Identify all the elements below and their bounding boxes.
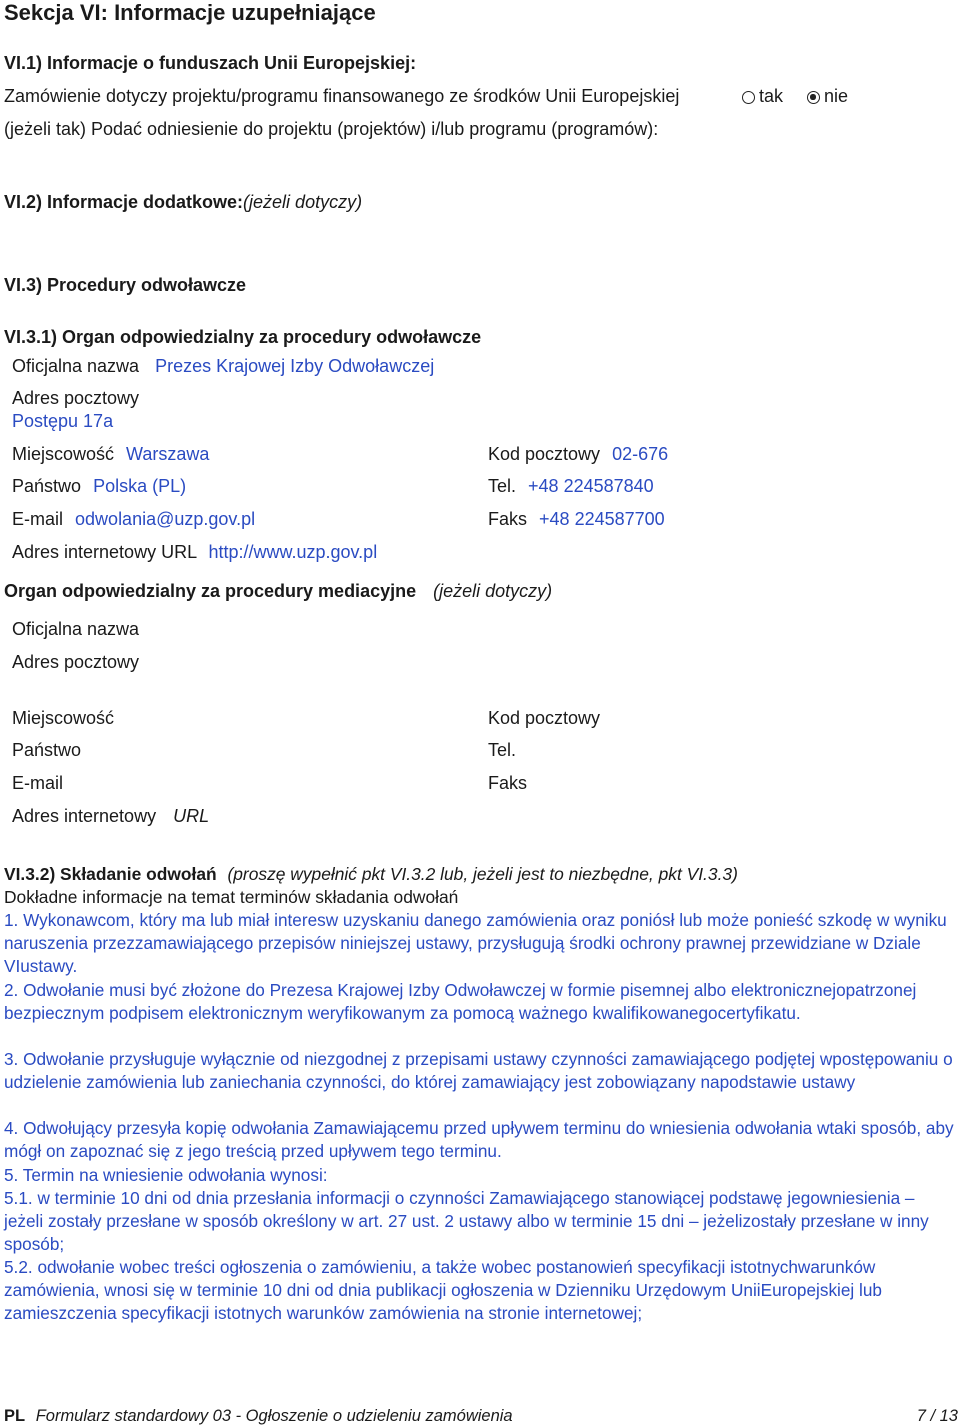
mediation-postal-label: Kod pocztowy: [488, 708, 601, 728]
vi1-heading: VI.1) Informacje o funduszach Unii Europejskiej:: [4, 53, 417, 73]
vi31-country-row: [12, 476, 186, 497]
footer-form: Formularz standardowy 03 - Ogłoszenie o udzieleniu zamówienia: [35, 1407, 513, 1425]
vi31-address-value: Postępu 17a: [12, 411, 114, 431]
mediation-heading-row: [4, 581, 552, 602]
vi31-name-label: Oficjalna nazwa: [12, 356, 140, 376]
vi31-url-value[interactable]: http://www.uzp.gov.pl: [208, 542, 378, 562]
vi31-address-label: Adres pocztowy: [12, 388, 140, 408]
vi32-paragraph-2: 2. Odwołanie musi być złożone do Prezesa Krajowej Izby Odwoławczej w formie pisemnej albo elektronicznejopatrzonej bezpiecznym podpisem elektronicznym weryfikowanym za pomocą ważnego kwalifikowanegocertyfikatu.: [4, 980, 917, 1024]
vi32-paragraph-5-2: 5.2. odwołanie wobec treści ogłoszenia o zamówieniu, a także wobec postanowień specyfikacji istotnychwarunków zamówienia, wnosi się w terminie 10 dni od dnia publikacji ogłoszenia w Dzienniku Urzędowym UniiEuropejskiej lub zamieszczenia specyfikacji istotnych warunków zamówienia na stronie internetowej;: [4, 1257, 882, 1324]
vi32-paragraph-1: 1. Wykonawcom, który ma lub miał interesw uzyskaniu danego zamówienia oraz poniósł lub może ponieść szkodę w wyniku naruszenia przezzamawiającego przepisów niniejszej ustawy, przysługują środki ochrony prawnej przewidziane w Dziale VIustawy.: [4, 910, 947, 977]
vi31-name-value: Prezes Krajowej Izby Odwoławczej: [155, 356, 435, 376]
mediation-name-label: Oficjalna nazwa: [12, 619, 140, 639]
vi31-country-value: Polska (PL): [93, 476, 187, 496]
vi2-heading: VI.2) Informacje dodatkowe:: [4, 192, 244, 212]
vi32-heading: VI.3.2) Składanie odwołań: [4, 864, 217, 884]
footer-page-number: 7 / 13: [916, 1407, 958, 1425]
vi31-tel-value: +48 224587840: [528, 476, 654, 496]
radio-no-label: nie: [824, 86, 849, 106]
vi31-email-label: E-mail: [12, 509, 64, 529]
mediation-url-suffix: URL: [173, 806, 210, 826]
vi31-tel-row: [488, 476, 654, 497]
radio-no[interactable]: [807, 91, 820, 104]
mediation-tel-label: Tel.: [488, 740, 517, 760]
vi31-postal-value: 02-676: [612, 444, 669, 464]
vi32-subheading: Dokładne informacje na temat terminów składania odwołań: [4, 887, 459, 907]
mediation-fax-label: Faks: [488, 773, 528, 793]
vi32-heading-row: [4, 864, 738, 885]
vi31-postal-label: Kod pocztowy: [488, 444, 601, 464]
vi2-line: [4, 192, 362, 213]
vi3-heading: VI.3) Procedury odwoławcze: [4, 275, 247, 295]
vi32-paragraph-4: 4. Odwołujący przesyła kopię odwołania Zamawiającemu przed upływem terminu do wniesienia odwołania wtaki sposób, aby mógł on zapoznać się z jego treścią przed upływem tego terminu.: [4, 1118, 954, 1162]
vi31-email-row: [12, 509, 255, 530]
vi32-paragraph-5-1: 5.1. w terminie 10 dni od dnia przesłania informacji o czynności Zamawiającego stanowiącej podstawę jegowniesienia – jeżeli zostały przesłane w sposób określony w art. 27 ust. 2 ustawy albo w terminie 15 dni – jeżelizostały przesłane w inny sposób;: [4, 1188, 929, 1255]
vi31-heading: VI.3.1) Organ odpowiedzialny za procedury odwoławcze: [4, 327, 482, 347]
vi1-reference: (jeżeli tak) Podać odniesienie do projektu (projektów) i/lub programu (programów):: [4, 119, 659, 139]
vi31-fax-label: Faks: [488, 509, 528, 529]
vi31-city-value: Warszawa: [126, 444, 210, 464]
page-footer: [4, 1407, 958, 1426]
section-title: Sekcja VI: Informacje uzupełniające: [4, 0, 376, 25]
vi31-country-label: Państwo: [12, 476, 82, 496]
vi31-fax-row: [488, 509, 665, 530]
vi32-paragraph-5: 5. Termin na wniesienie odwołania wynosi:: [4, 1165, 328, 1185]
mediation-address-label: Adres pocztowy: [12, 652, 140, 672]
vi31-url-label: Adres internetowy URL: [12, 542, 197, 562]
footer-lang: PL: [4, 1407, 26, 1425]
vi31-email-value[interactable]: odwolania@uzp.gov.pl: [75, 509, 256, 529]
vi1-question: Zamówienie dotyczy projektu/programu finansowanego ze środków Unii Europejskiej: [4, 86, 680, 106]
vi31-tel-label: Tel.: [488, 476, 517, 496]
mediation-url-row: [12, 806, 209, 827]
radio-yes-label: tak: [759, 86, 784, 106]
vi31-city-row: [12, 444, 209, 465]
eu-funds-radio-group: [742, 86, 848, 107]
vi31-url-row: [12, 542, 377, 563]
radio-yes[interactable]: [742, 91, 755, 104]
mediation-heading: Organ odpowiedzialny za procedury mediacyjne: [4, 581, 417, 601]
vi32-paragraph-3: 3. Odwołanie przysługuje wyłącznie od niezgodnej z przepisami ustawy czynności zamawiającego podjętej wpostępowaniu o udzielenie zamówienia lub zaniechania czynności, do której zamawiający jest zobowiązany napodstawie ustawy: [4, 1049, 953, 1093]
vi31-city-label: Miejscowość: [12, 444, 115, 464]
mediation-city-label: Miejscowość: [12, 708, 115, 728]
vi31-postal-row: [488, 444, 668, 465]
mediation-url-label: Adres internetowy: [12, 806, 157, 826]
mediation-country-label: Państwo: [12, 740, 82, 760]
mediation-note: (jeżeli dotyczy): [433, 581, 553, 601]
vi31-fax-value: +48 224587700: [539, 509, 665, 529]
vi31-name-row: [12, 356, 434, 377]
vi32-note: (proszę wypełnić pkt VI.3.2 lub, jeżeli jest to niezbędne, pkt VI.3.3): [227, 864, 738, 884]
mediation-email-label: E-mail: [12, 773, 64, 793]
vi2-note: (jeżeli dotyczy): [243, 192, 363, 212]
